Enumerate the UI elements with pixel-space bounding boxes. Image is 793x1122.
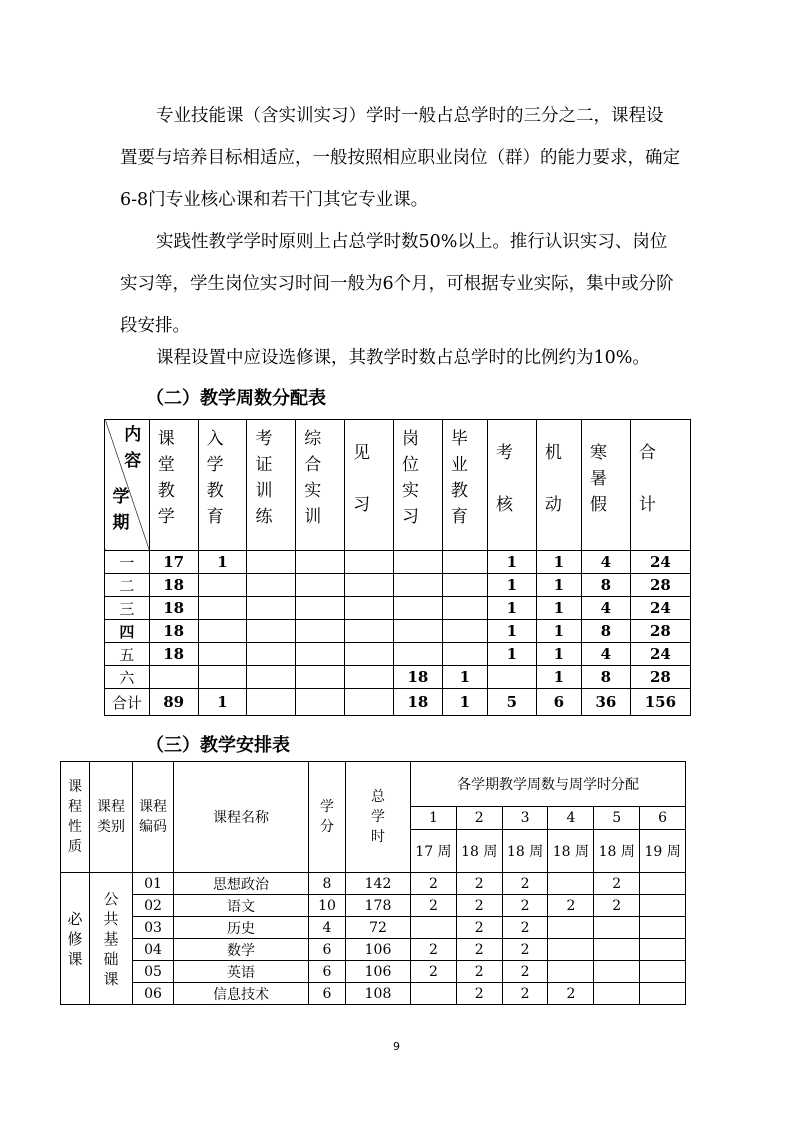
course-name: 历史 <box>174 917 309 939</box>
week-cell: 1 <box>487 551 536 574</box>
schedule-header-row-1 <box>61 762 686 807</box>
weekly-hours-cell <box>594 939 640 961</box>
course-code: 03 <box>133 917 174 939</box>
week-cell: 1 <box>536 666 581 689</box>
week-cell <box>296 666 345 689</box>
week-cell <box>296 643 345 666</box>
course-credit: 6 <box>309 939 346 961</box>
week-cell: 17 <box>149 551 198 574</box>
course-name: 语文 <box>174 895 309 917</box>
week-cell <box>442 643 487 666</box>
header-course-name: 课程名称 <box>174 762 309 873</box>
week-cell <box>198 666 247 689</box>
col-header-char: 育 <box>450 507 468 527</box>
nature-header-char: 程 <box>68 799 82 815</box>
col-header-char: 见 <box>353 443 371 463</box>
col-header-char: 合 <box>638 443 656 463</box>
weekly-hours-cell <box>640 983 686 1005</box>
week-cell: 6 <box>536 689 581 716</box>
schedule-row <box>61 939 686 961</box>
nature-char: 必 <box>67 909 83 928</box>
week-cell: 1 <box>487 620 536 643</box>
week-cell: 1 <box>536 551 581 574</box>
corner-label-content <box>123 422 143 474</box>
week-cell: 89 <box>149 689 198 716</box>
week-cell: 18 <box>393 666 442 689</box>
week-cell: 1 <box>442 689 487 716</box>
hours-header-char: 总 <box>371 789 385 805</box>
term-weeks: 19 周 <box>640 830 686 873</box>
week-cell: 5 <box>487 689 536 716</box>
col-header-char <box>639 466 690 492</box>
week-table-col-header <box>247 420 296 551</box>
weekly-hours-cell <box>548 939 594 961</box>
nature-char: 课 <box>67 949 83 968</box>
course-name: 思想政治 <box>174 873 309 895</box>
week-cell: 36 <box>581 689 630 716</box>
corner-bottom-char: 学 <box>112 487 130 507</box>
week-cell <box>296 597 345 620</box>
week-cell: 18 <box>393 689 442 716</box>
week-cell: 28 <box>630 574 690 597</box>
week-table-header-row <box>105 420 691 551</box>
week-cell: 4 <box>581 643 630 666</box>
course-name: 英语 <box>174 961 309 983</box>
week-cell <box>296 574 345 597</box>
term-label: 一 <box>105 551 150 574</box>
week-distribution-table <box>104 419 691 716</box>
col-header-char: 证 <box>255 455 273 475</box>
weekly-hours-cell: 2 <box>502 895 548 917</box>
term-weeks: 18 周 <box>548 830 594 873</box>
col-header-char: 教 <box>206 481 224 501</box>
course-code: 06 <box>133 983 174 1005</box>
header-term-distribution: 各学期教学周数与周学时分配 <box>411 762 686 807</box>
weekly-hours-cell <box>594 961 640 983</box>
heading-teaching-schedule: （三）教学安排表 <box>146 735 290 756</box>
hours-header-char: 学 <box>371 809 385 825</box>
week-cell: 1 <box>198 551 247 574</box>
col-header-char: 练 <box>255 507 273 527</box>
col-header-char: 习 <box>353 495 371 515</box>
weekly-hours-cell <box>594 983 640 1005</box>
code-header-char: 编码 <box>139 819 167 835</box>
week-cell: 156 <box>630 689 690 716</box>
weekly-hours-cell: 2 <box>594 873 640 895</box>
course-nature <box>61 873 90 1005</box>
category-char: 课 <box>103 969 119 988</box>
col-header-char: 学 <box>206 455 224 475</box>
week-cell <box>149 666 198 689</box>
schedule-row <box>61 917 686 939</box>
course-credit: 6 <box>309 983 346 1005</box>
col-header-char: 岗 <box>401 429 419 449</box>
col-header-char: 综 <box>304 429 322 449</box>
week-cell <box>345 643 394 666</box>
course-hours: 142 <box>346 873 411 895</box>
week-cell <box>247 620 296 643</box>
weekly-hours-cell <box>594 917 640 939</box>
week-cell <box>345 689 394 716</box>
week-cell: 28 <box>630 620 690 643</box>
week-cell <box>345 597 394 620</box>
week-cell <box>198 597 247 620</box>
weekly-hours-cell: 2 <box>456 873 502 895</box>
col-header-char: 训 <box>304 507 322 527</box>
week-table-row <box>105 643 691 666</box>
week-table-col-header <box>487 420 536 551</box>
course-credit: 10 <box>309 895 346 917</box>
week-cell <box>487 666 536 689</box>
course-hours: 106 <box>346 961 411 983</box>
week-table-row <box>105 574 691 597</box>
weekly-hours-cell: 2 <box>411 873 457 895</box>
schedule-row <box>61 873 686 895</box>
course-credit: 6 <box>309 961 346 983</box>
weekly-hours-cell <box>548 961 594 983</box>
col-header-char: 考 <box>495 443 513 463</box>
col-header-char: 寒 <box>589 443 607 463</box>
weekly-hours-cell: 2 <box>456 917 502 939</box>
col-header-char: 位 <box>401 455 419 475</box>
week-table-corner-cell <box>105 420 150 551</box>
week-cell <box>247 643 296 666</box>
weekly-hours-cell: 2 <box>548 895 594 917</box>
col-header-char <box>496 466 536 492</box>
course-code: 01 <box>133 873 174 895</box>
week-table-row <box>105 689 691 716</box>
weekly-hours-cell: 2 <box>411 961 457 983</box>
header-course-category <box>90 762 133 873</box>
week-cell <box>442 597 487 620</box>
header-total-hours <box>346 762 411 873</box>
nature-header-char: 性 <box>68 819 82 835</box>
col-header-char <box>353 466 393 492</box>
week-cell <box>393 551 442 574</box>
term-number: 2 <box>456 807 502 830</box>
week-cell: 24 <box>630 597 690 620</box>
week-cell <box>393 643 442 666</box>
week-table-row <box>105 551 691 574</box>
weekly-hours-cell <box>640 961 686 983</box>
col-header-char: 机 <box>544 443 562 463</box>
category-header-char: 类别 <box>97 819 125 835</box>
category-char: 共 <box>103 909 119 928</box>
week-cell <box>345 666 394 689</box>
weekly-hours-cell <box>640 939 686 961</box>
col-header-char: 教 <box>450 481 468 501</box>
col-header-char: 训 <box>255 481 273 501</box>
category-char: 础 <box>103 949 119 968</box>
term-weeks: 18 周 <box>456 830 502 873</box>
col-header-char: 核 <box>495 495 513 515</box>
week-cell: 18 <box>149 643 198 666</box>
term-label: 四 <box>105 620 150 643</box>
week-table-col-header <box>581 420 630 551</box>
weekly-hours-cell: 2 <box>502 961 548 983</box>
week-cell: 1 <box>487 643 536 666</box>
col-header-char: 课 <box>157 429 175 449</box>
course-category <box>90 873 133 1005</box>
header-course-code <box>133 762 174 873</box>
course-code: 02 <box>133 895 174 917</box>
weekly-hours-cell: 2 <box>456 939 502 961</box>
week-cell: 1 <box>487 574 536 597</box>
week-cell <box>296 620 345 643</box>
week-cell: 1 <box>536 620 581 643</box>
col-header-char: 暑 <box>589 469 607 489</box>
category-char: 基 <box>103 929 119 948</box>
schedule-row <box>61 961 686 983</box>
week-cell: 24 <box>630 551 690 574</box>
credit-header-char: 分 <box>320 819 334 835</box>
nature-header-char: 课 <box>68 779 82 795</box>
weekly-hours-cell: 2 <box>411 939 457 961</box>
weekly-hours-cell <box>640 873 686 895</box>
course-credit: 8 <box>309 873 346 895</box>
week-table-col-header <box>198 420 247 551</box>
week-table-col-header <box>345 420 394 551</box>
schedule-row <box>61 895 686 917</box>
term-number: 5 <box>594 807 640 830</box>
weekly-hours-cell: 2 <box>456 895 502 917</box>
col-header-char: 动 <box>544 495 562 515</box>
col-header-char: 习 <box>401 507 419 527</box>
col-header-char: 实 <box>401 481 419 501</box>
col-header-char: 学 <box>157 507 175 527</box>
weekly-hours-cell: 2 <box>502 873 548 895</box>
week-table-row <box>105 666 691 689</box>
col-header-char: 考 <box>255 429 273 449</box>
week-cell <box>247 597 296 620</box>
col-header-char: 业 <box>450 455 468 475</box>
weekly-hours-cell <box>411 917 457 939</box>
course-hours: 72 <box>346 917 411 939</box>
weekly-hours-cell <box>640 917 686 939</box>
week-cell <box>442 620 487 643</box>
week-cell: 1 <box>536 643 581 666</box>
term-number: 6 <box>640 807 686 830</box>
term-number: 1 <box>411 807 457 830</box>
col-header-char: 入 <box>206 429 224 449</box>
week-table-row <box>105 597 691 620</box>
week-cell <box>198 620 247 643</box>
paragraph-3: 课程设置中应设选修课，其教学时数占总学时的比例约为10%。 <box>156 348 650 368</box>
week-cell <box>247 551 296 574</box>
col-header-char: 假 <box>589 495 607 515</box>
week-table-col-header <box>442 420 487 551</box>
week-table-col-header <box>536 420 581 551</box>
col-header-char: 育 <box>206 507 224 527</box>
weekly-hours-cell: 2 <box>548 983 594 1005</box>
term-label: 六 <box>105 666 150 689</box>
weekly-hours-cell: 2 <box>502 983 548 1005</box>
week-cell: 8 <box>581 666 630 689</box>
header-credit <box>309 762 346 873</box>
code-header-char: 课程 <box>139 799 167 815</box>
term-label: 合计 <box>105 689 150 716</box>
week-table-col-header <box>630 420 690 551</box>
week-cell <box>393 574 442 597</box>
term-label: 二 <box>105 574 150 597</box>
week-table-col-header <box>149 420 198 551</box>
week-table-col-header <box>296 420 345 551</box>
week-cell <box>345 574 394 597</box>
course-hours: 106 <box>346 939 411 961</box>
hours-header-char: 时 <box>371 829 385 845</box>
week-cell: 4 <box>581 597 630 620</box>
heading-week-distribution: （二）教学周数分配表 <box>146 388 326 409</box>
week-cell <box>247 666 296 689</box>
week-cell: 18 <box>149 574 198 597</box>
paragraph-2: 实践性教学学时原则上占总学时数50%以上。推行认识实习、岗位实习等，学生岗位实习时间一般为6个月，可根据专业实际，集中或分阶段安排。 <box>120 232 674 336</box>
weekly-hours-cell: 2 <box>502 917 548 939</box>
week-cell <box>393 597 442 620</box>
weekly-hours-cell: 2 <box>594 895 640 917</box>
week-table-row <box>105 620 691 643</box>
term-number: 4 <box>548 807 594 830</box>
term-number: 3 <box>502 807 548 830</box>
week-cell: 24 <box>630 643 690 666</box>
course-code: 04 <box>133 939 174 961</box>
weekly-hours-cell: 2 <box>411 895 457 917</box>
week-cell <box>198 643 247 666</box>
header-course-nature <box>61 762 90 873</box>
week-cell <box>247 689 296 716</box>
weekly-hours-cell: 2 <box>502 939 548 961</box>
col-header-char: 实 <box>304 481 322 501</box>
col-header-char: 教 <box>157 481 175 501</box>
week-table-col-header <box>393 420 442 551</box>
course-hours: 178 <box>346 895 411 917</box>
week-cell <box>296 551 345 574</box>
week-cell: 1 <box>536 574 581 597</box>
term-weeks: 17 周 <box>411 830 457 873</box>
week-cell: 18 <box>149 620 198 643</box>
week-cell: 1 <box>198 689 247 716</box>
course-hours: 108 <box>346 983 411 1005</box>
page-number: 9 <box>393 1040 400 1053</box>
category-char: 公 <box>103 889 119 908</box>
week-cell <box>442 574 487 597</box>
week-cell <box>198 574 247 597</box>
week-cell <box>442 551 487 574</box>
course-credit: 4 <box>309 917 346 939</box>
col-header-char: 堂 <box>157 455 175 475</box>
weekly-hours-cell <box>548 917 594 939</box>
weekly-hours-cell: 2 <box>456 983 502 1005</box>
course-name: 数学 <box>174 939 309 961</box>
col-header-char <box>545 466 581 492</box>
week-cell: 1 <box>487 597 536 620</box>
corner-top-char: 内 <box>124 425 142 445</box>
corner-top-char: 容 <box>124 451 142 471</box>
term-weeks: 18 周 <box>594 830 640 873</box>
week-cell: 4 <box>581 551 630 574</box>
term-label: 五 <box>105 643 150 666</box>
schedule-row <box>61 983 686 1005</box>
week-cell <box>247 574 296 597</box>
weekly-hours-cell <box>411 983 457 1005</box>
week-cell: 8 <box>581 620 630 643</box>
corner-bottom-char: 期 <box>112 513 130 533</box>
category-header-char: 课程 <box>97 799 125 815</box>
course-code: 05 <box>133 961 174 983</box>
paragraph-1: 专业技能课（含实训实习）学时一般占总学时的三分之二，课程设置要与培养目标相适应，一般按照相应职业岗位（群）的能力要求，确定6-8门专业核心课和若干门其它专业课。 <box>120 106 680 210</box>
weekly-hours-cell: 2 <box>456 961 502 983</box>
week-cell: 28 <box>630 666 690 689</box>
week-cell <box>393 620 442 643</box>
col-header-char: 计 <box>638 495 656 515</box>
corner-label-term <box>111 484 131 536</box>
weekly-hours-cell <box>640 895 686 917</box>
nature-header-char: 质 <box>68 839 82 855</box>
term-weeks: 18 周 <box>502 830 548 873</box>
week-cell <box>345 551 394 574</box>
col-header-char: 合 <box>304 455 322 475</box>
week-cell <box>296 689 345 716</box>
course-name: 信息技术 <box>174 983 309 1005</box>
week-cell: 18 <box>149 597 198 620</box>
nature-char: 修 <box>67 929 83 948</box>
teaching-schedule-table <box>60 761 686 1005</box>
week-cell: 1 <box>536 597 581 620</box>
week-cell <box>345 620 394 643</box>
weekly-hours-cell <box>548 873 594 895</box>
credit-header-char: 学 <box>320 799 334 815</box>
week-cell: 8 <box>581 574 630 597</box>
week-cell: 1 <box>442 666 487 689</box>
term-label: 三 <box>105 597 150 620</box>
col-header-char: 毕 <box>450 429 468 449</box>
